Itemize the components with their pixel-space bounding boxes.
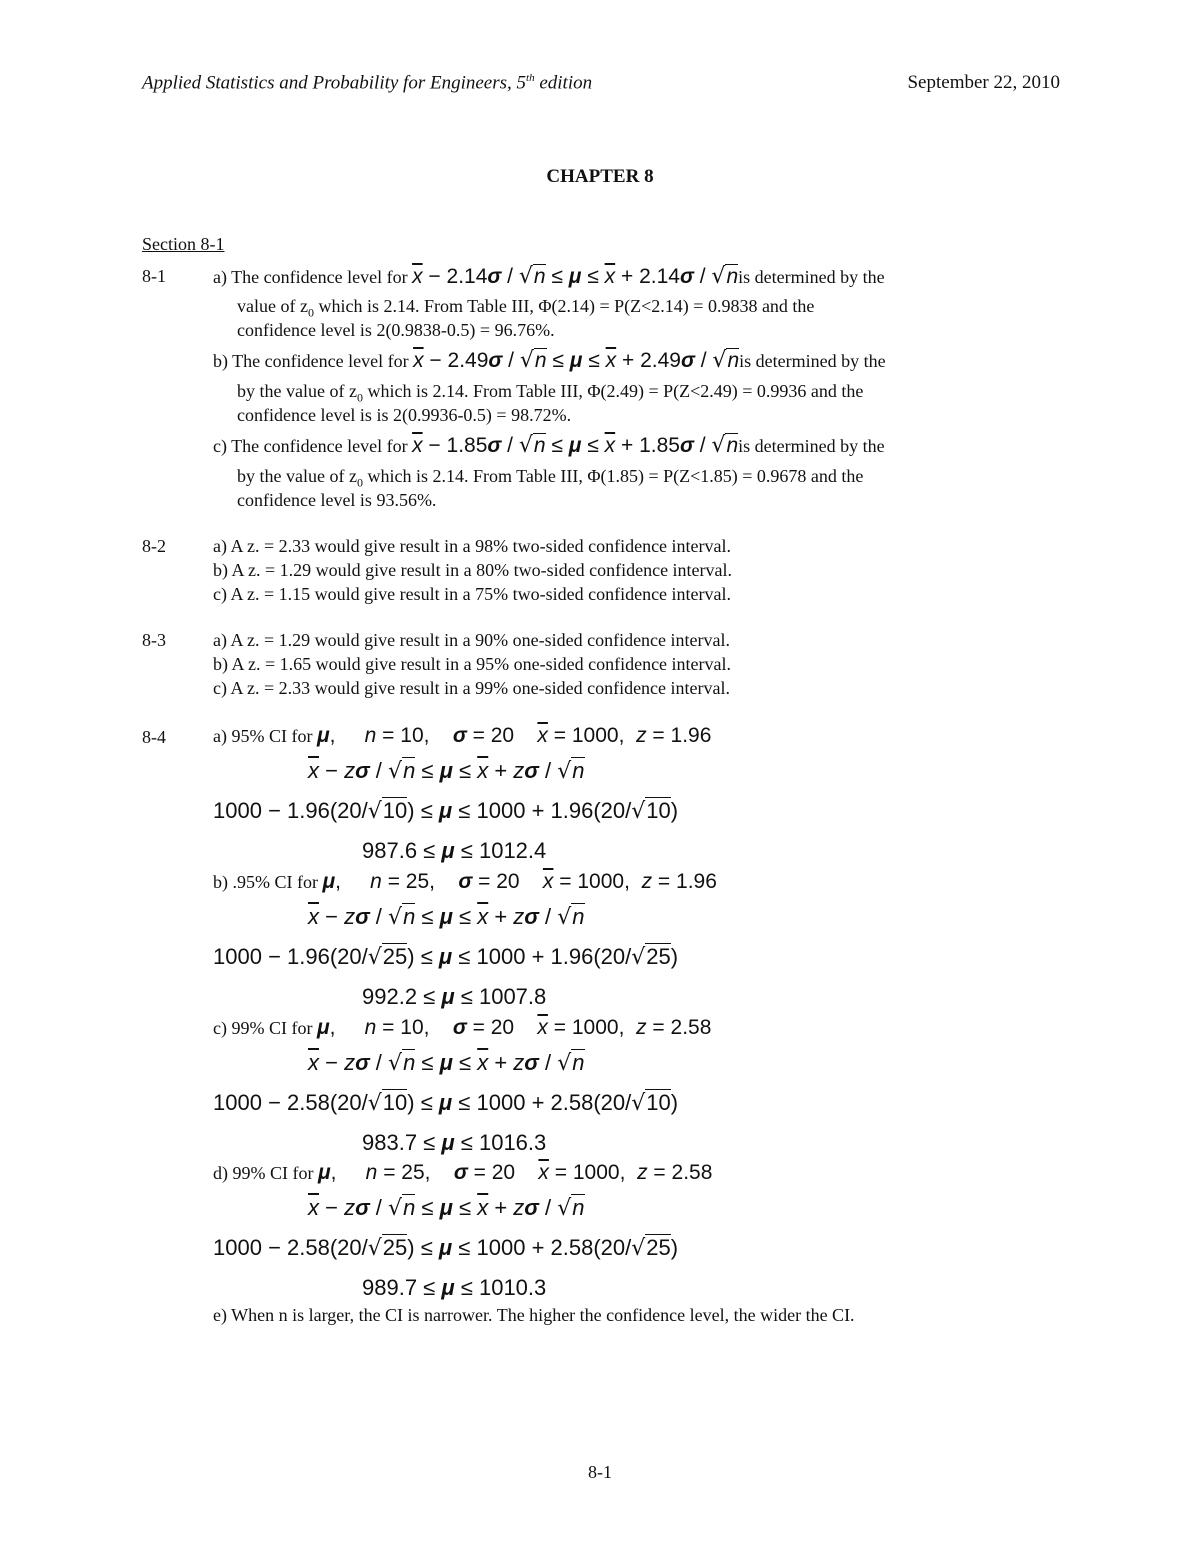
ci-substitution: 1000 − 1.96(20/√25) ≤ μ ≤ 1000 + 1.96(20/√25) xyxy=(213,944,679,970)
problem-number-8-3: 8-3 xyxy=(142,630,166,650)
running-header-date: September 22, 2010 xyxy=(907,72,1060,93)
ci-formula: $\overline{x} - z\sigma / √n \le \mu \le \overline{x} + z\sigma / √n$ xyxy=(308,1050,585,1076)
ci-substitution: 1000 − 2.58(20/√10) ≤ μ ≤ 1000 + 2.58(20/√10) xyxy=(213,1090,679,1116)
problem-8-2-a: a) A z. = 2.33 would give result in a 98% two-sided confidence interval. xyxy=(213,536,732,556)
problem-number-8-4: 8-4 xyxy=(142,727,166,747)
problem-8-1-b-line2: by the value of $z_0$ which is 2.14. From Table III, Φ(2.49) = P(Z<2.49) = 0.9936 and the xyxy=(237,381,864,405)
problem-8-1-a-line2: value of $z_0$ which is 2.14. From Table III, Φ(2.14) = P(Z<2.14) = 0.9838 and the xyxy=(237,296,815,320)
page-number: 8-1 xyxy=(588,1462,612,1482)
ci-result: 989.7 ≤ μ ≤ 1010.3 xyxy=(362,1275,547,1300)
problem-8-2-c: c) A z. = 1.15 would give result in a 75% two-sided confidence interval. xyxy=(213,584,732,604)
ci-formula: $\overline{x} - z\sigma / √n \le \mu \le \overline{x} + z\sigma / √n$ xyxy=(308,1195,585,1221)
problem-8-1-c-line3: confidence level is 93.56%. xyxy=(237,490,437,510)
ci-result: 987.6 ≤ μ ≤ 1012.4 xyxy=(362,838,547,863)
ci-formula: $\overline{x} - z\sigma / √n \le \mu \le \overline{x} + z\sigma / √n$ xyxy=(308,758,585,784)
ci-result: 983.7 ≤ μ ≤ 1016.3 xyxy=(362,1130,547,1155)
problem-8-1-b-line3: confidence level is is 2(0.9936-0.5) = 98.72%. xyxy=(237,405,572,425)
ci-substitution: 1000 − 2.58(20/√25) ≤ μ ≤ 1000 + 2.58(20/√25) xyxy=(213,1235,679,1261)
ci-spec-line: b) .95% CI for μ, n = 25, σ = 20 $\overline{x} = 1000$, z = 1.96 xyxy=(213,870,717,893)
problem-number-8-1: 8-1 xyxy=(142,266,166,286)
problem-8-3-a: a) A z. = 1.29 would give result in a 90% one-sided confidence interval. xyxy=(213,630,731,650)
ci-spec-line: c) 99% CI for μ, n = 10, σ = 20 $\overline{x} = 1000$, z = 2.58 xyxy=(213,1016,712,1039)
problem-8-4-e: e) When n is larger, the CI is narrower. The higher the confidence level, the wider the CI. xyxy=(213,1305,855,1325)
problem-8-1-a-line3: confidence level is 2(0.9838-0.5) = 96.76%. xyxy=(237,320,555,340)
section-heading: Section 8-1 xyxy=(142,234,225,254)
problem-8-1-b-line1: b) The confidence level for $\overline{x} - 2.49\sigma / √n \le \mu \le \overline{x} + 2.49\sigma / √nis$ determined by the xyxy=(213,348,886,373)
problem-8-1-a-line1: a) The confidence level for $\overline{x} - 2.14\sigma / √n \le \mu \le \overline{x} + 2.14\sigma / √nis$ determined by the xyxy=(213,264,885,289)
ci-substitution: 1000 − 1.96(20/√10) ≤ μ ≤ 1000 + 1.96(20/√10) xyxy=(213,798,679,824)
running-header-book-title: Applied Statistics and Probability for Engineers, 5th edition xyxy=(142,72,593,94)
chapter-title: CHAPTER 8 xyxy=(546,166,654,187)
ci-formula: $\overline{x} - z\sigma / √n \le \mu \le \overline{x} + z\sigma / √n$ xyxy=(308,904,585,930)
problem-8-3-b: b) A z. = 1.65 would give result in a 95% one-sided confidence interval. xyxy=(213,654,732,674)
problem-number-8-2: 8-2 xyxy=(142,536,166,556)
ci-spec-line: d) 99% CI for μ, n = 25, σ = 20 $\overline{x} = 1000$, z = 2.58 xyxy=(213,1161,713,1184)
ci-result: 992.2 ≤ μ ≤ 1007.8 xyxy=(362,984,547,1009)
ci-spec-line: a) 95% CI for μ, n = 10, σ = 20 $\overline{x} = 1000$, z = 1.96 xyxy=(213,724,712,747)
problem-8-1-c-line1: c) The confidence level for $\overline{x} - 1.85\sigma / √n \le \mu \le \overline{x} + 1.85\sigma / √nis$ determined by the xyxy=(213,433,885,458)
problem-8-2-b: b) A z. = 1.29 would give result in a 80% two-sided confidence interval. xyxy=(213,560,733,580)
problem-8-1-c-line2: by the value of $z_0$ which is 2.14. From Table III, Φ(1.85) = P(Z<1.85) = 0.9678 and the xyxy=(237,466,864,490)
problem-8-3-c: c) A z. = 2.33 would give result in a 99% one-sided confidence interval. xyxy=(213,678,731,698)
